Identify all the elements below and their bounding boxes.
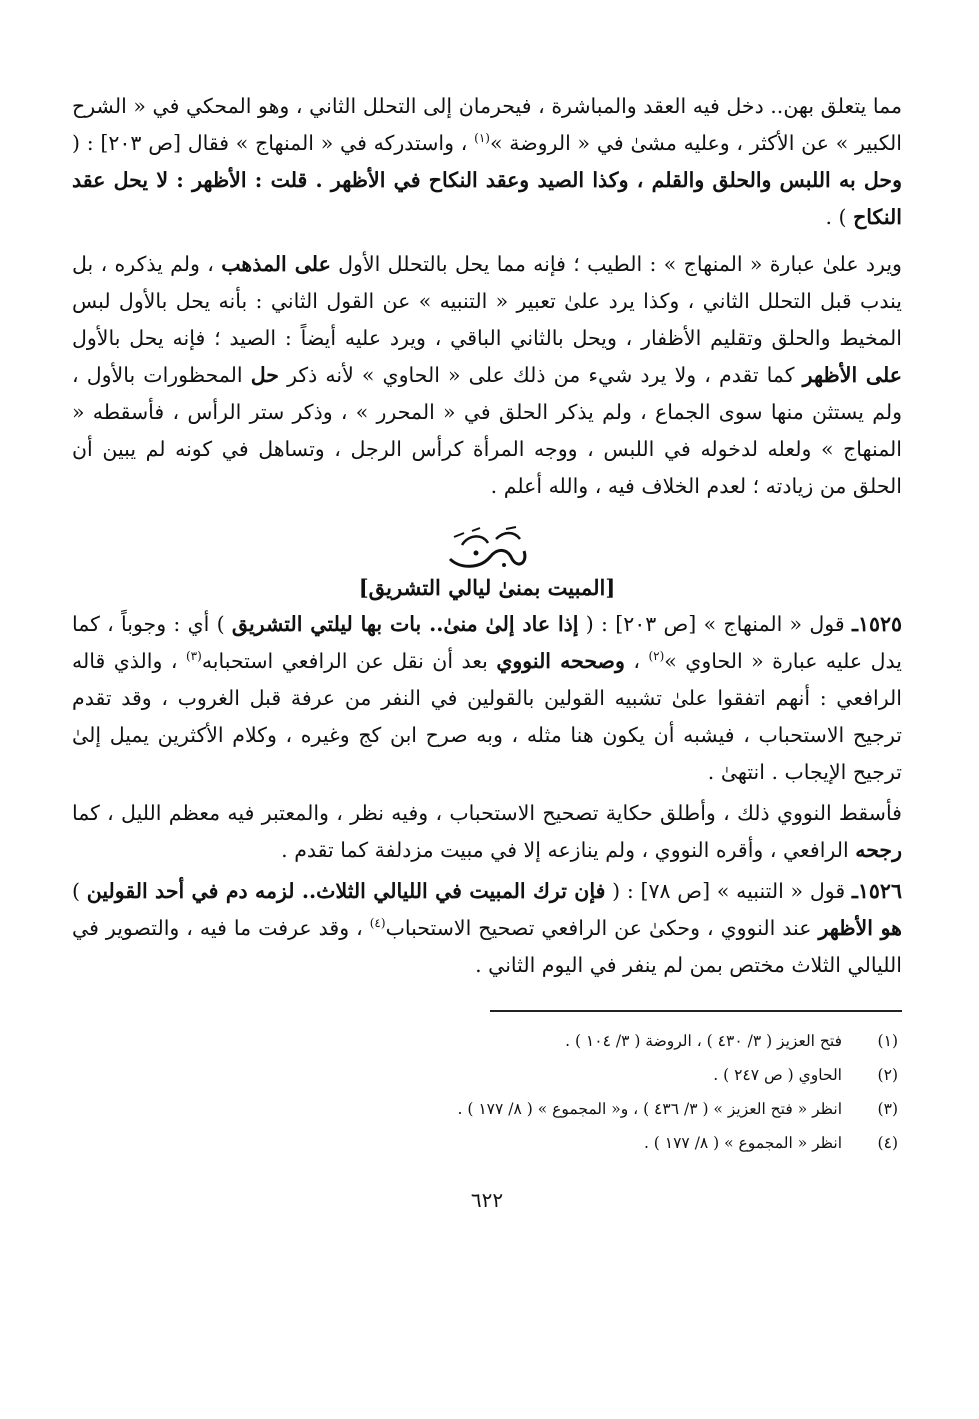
bold-text: رجحه: [855, 838, 902, 862]
text: ) .: [825, 205, 847, 229]
bold-text: هو الأظهر: [818, 916, 902, 940]
text: الرافعي ، وأقره النووي ، ولم ينازعه إلا في مبيت مزدلفة كما تقدم .: [281, 838, 849, 862]
bold-text: على المذهب: [221, 252, 331, 276]
footnote-text: انظر « المجموع » ( ٨/ ١٧٧ ) .: [643, 1134, 842, 1152]
footnote-ref: (٣): [185, 649, 202, 664]
fasl-ornament-icon: [432, 525, 542, 573]
bold-text: على الأظهر: [802, 363, 902, 387]
footnote-separator: [490, 1010, 902, 1012]
paragraph-3: [72, 606, 902, 791]
section-ornament: [72, 525, 902, 573]
footnote-number: (٣): [877, 1100, 898, 1118]
item-number: ١٥٢٦ـ: [851, 879, 902, 903]
quoted-text: وحل به اللبس والحلق والقلم ، وكذا الصيد وعقد النكاح في الأظهر . قلت : الأظهر : لا يحل عقد النكاح: [72, 168, 902, 229]
footnote-ref: (٤): [369, 916, 386, 931]
footnote-number: (٢): [877, 1066, 898, 1084]
text: ويرد علىٰ عبارة « المنهاج » : الطيب ؛ فإنه مما يحل بالتحلل الأول: [338, 252, 902, 276]
text: بعد أن نقل عن الرافعي استحبابه: [201, 649, 488, 673]
item-number: ١٥٢٥ـ: [851, 612, 902, 636]
footnote: [72, 1126, 902, 1160]
footnote-number: (١): [877, 1032, 898, 1050]
text: قول « المنهاج » [ص ٢٠٣] : (: [585, 612, 845, 636]
text: كما تقدم ، ولا يرد شيء من ذلك على « الحاوي » لأنه ذكر: [287, 363, 795, 387]
footnote: [72, 1092, 902, 1126]
text: مما يتعلق بهن.. دخل فيه العقد والمباشرة ، فيحرمان إلى التحلل الثاني ، وهو المحكي في « الشرح الكبير » عن الأكثر ، وعليه مشىٰ في « الروضة »: [72, 94, 902, 155]
text: قول « التنبيه » [ص ٧٨] : (: [612, 879, 846, 903]
footnotes: [72, 1024, 902, 1160]
footnote-text: انظر « فتح العزيز » ( ٣/ ٤٣٦ ) ، و« المجموع » ( ٨/ ١٧٧ ) .: [457, 1100, 842, 1118]
text: ، واستدركه في « المنهاج » فقال [ص ٢٠٣] : (: [72, 131, 468, 155]
text: ، وقد عرفت ما فيه ، والتصوير في الليالي الثلاث مختص بمن لم ينفر في اليوم الثاني .: [72, 916, 902, 977]
paragraph-1: [72, 88, 902, 236]
section-title: [المبيت بمنىٰ ليالي التشريق]: [358, 575, 616, 600]
text: فأسقط النووي ذلك ، وأطلق حكاية تصحيح الاستحباب ، وفيه نظر ، والمعتبر فيه معظم الليل ، كما: [72, 801, 902, 825]
page-number: ٦٢٢: [470, 1188, 504, 1212]
text: عند النووي ، وحكىٰ عن الرافعي تصحيح الاستحباب: [385, 916, 812, 940]
footnote-text: الحاوي ( ص ٢٤٧ ) .: [713, 1066, 842, 1084]
footnote-text: فتح العزيز ( ٣/ ٤٣٠ ) ، الروضة ( ٣/ ١٠٤ ) .: [565, 1032, 842, 1050]
document-page: [72, 88, 902, 1212]
paragraph-2: [72, 246, 902, 505]
text: ، ولم يذكره ، بل يندب قبل التحلل الثاني ، وكذا يرد علىٰ تعبير « التنبيه » عن القول الثاني : بأنه يحل بالأول لبس المخيط والحلق وتقليم الأظفار ، ويحل بالثاني الباقي ، ويرد عليه أيضاً : الصيد ؛ فإنه يحل بالأول: [72, 252, 902, 350]
footnote: [72, 1058, 902, 1092]
footnote-ref: (١): [474, 131, 490, 146]
paragraph-4: [72, 795, 902, 869]
footnote: [72, 1024, 902, 1058]
text: ،: [633, 649, 640, 673]
footnote-ref: (٢): [648, 649, 665, 664]
text: المحظورات بالأول ، ولم يستثن منها سوى الجماع ، ولم يذكر الحلق في « المحرر » ، وذكر ستر الرأس ، فأسقطه « المنهاج » ولعله لدخوله في اللبس ، ووجه المرأة كرأس الرجل ، وتساهل في كونه لم يبين أن الحلق من زيادته ؛ لعدم الخلاف فيه ، والله أعلم .: [72, 363, 902, 498]
text: ، والذي قاله الرافعي : أنهم اتفقوا علىٰ تشبيه القولين بالقولين في النفر من عرفة قبل الغروب ، وقد تقدم ترجيح الاستحباب ، فيشبه أن يكون هنا مثله ، وبه صرح ابن كج وغيره ، وكلام الأكثرين يميل إلىٰ ترجيح الإيجاب . انتهىٰ .: [72, 649, 902, 784]
paragraph-5: [72, 873, 902, 984]
quoted-text: إذا عاد إلىٰ منىٰ.. بات بها ليلتي التشريق: [231, 612, 579, 636]
bold-text: حل: [250, 363, 279, 387]
text: ) أي : وجوباً ، كما يدل عليه عبارة « الحاوي »: [72, 612, 902, 673]
bold-text: وصححه النووي: [496, 649, 625, 673]
text: ): [72, 879, 80, 903]
footnote-number: (٤): [877, 1134, 898, 1152]
quoted-text: فإن ترك المبيت في الليالي الثلاث.. لزمه دم في أحد القولين: [86, 879, 606, 903]
